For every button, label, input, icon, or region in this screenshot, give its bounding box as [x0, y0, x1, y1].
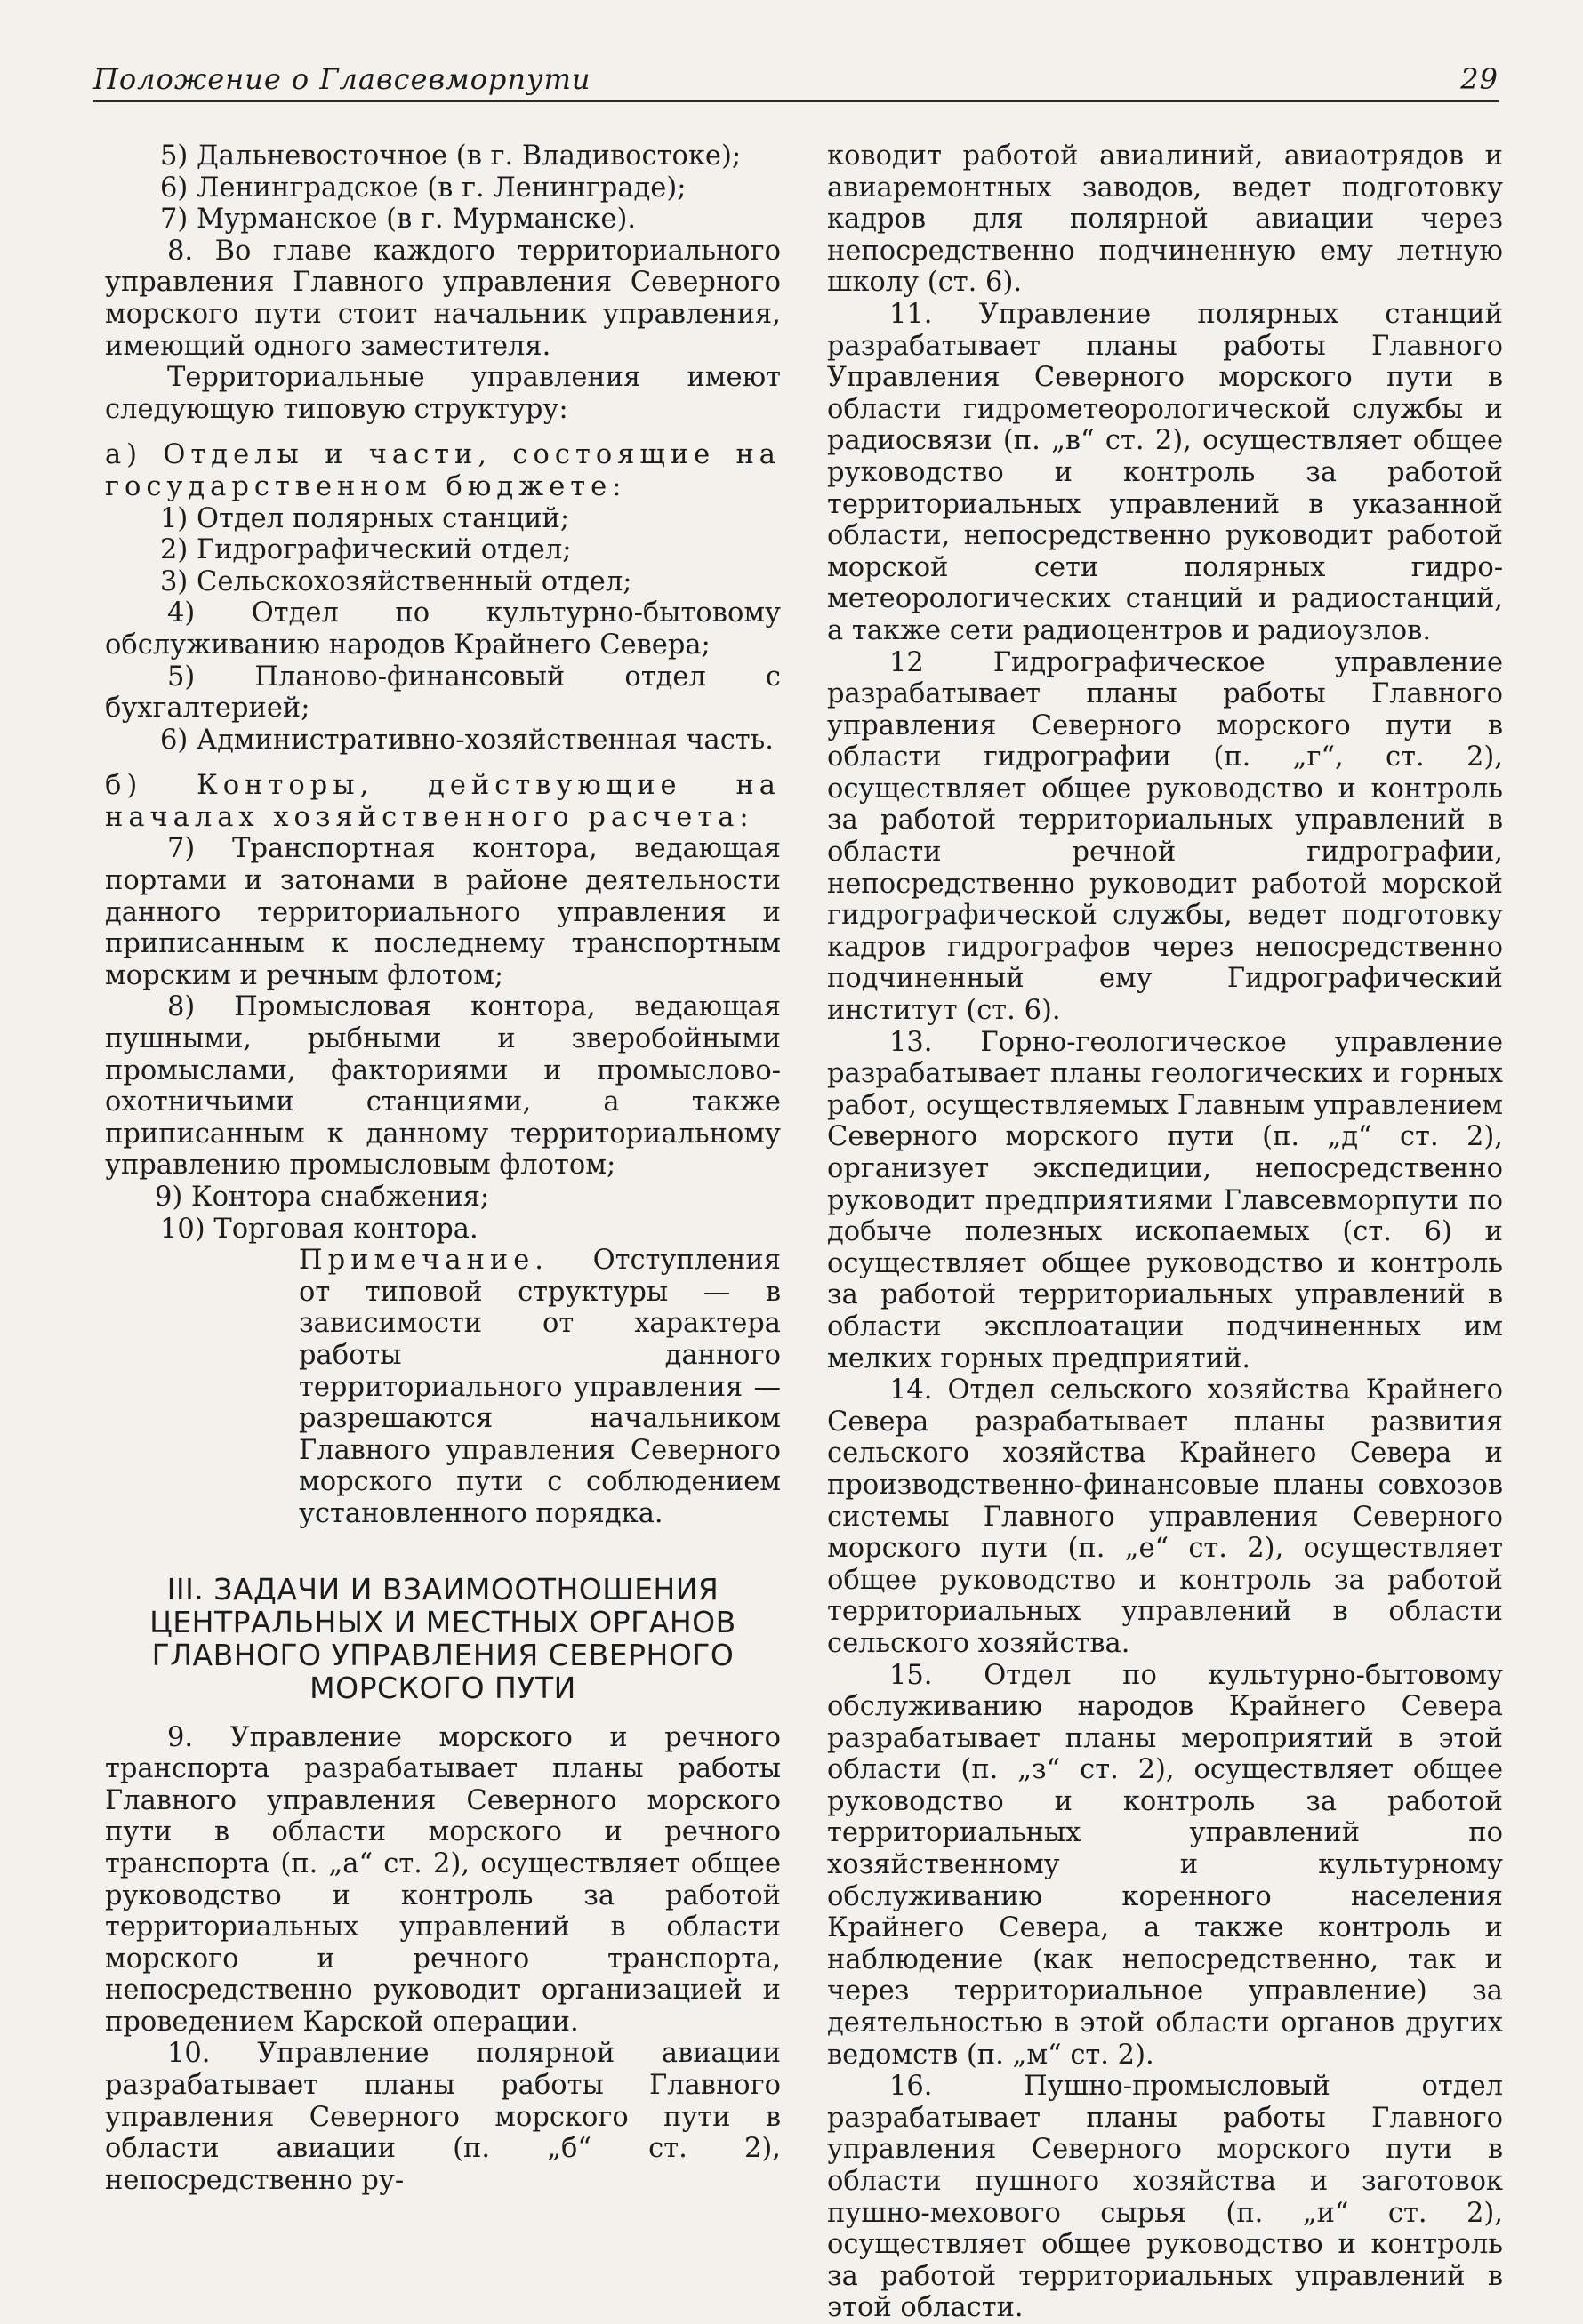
paragraph-16: 16. Пушно-промысловый отдел разрабатывает планы работы Главного управления Северного морского пути в области пушного хозяйства и заготовок пушно-мехового сырья (п. „и“ ст. 2), осуществляет общее руководство и контроль за работой территориальных управлений в этой области. [827, 2071, 1503, 2324]
paragraph-8: 8. Во главе каждого территориального управления Главного управления Северного морского пути стоит начальник управления, имеющий одного заместителя. [105, 235, 781, 362]
paragraph-12: 12 Гидрографическое управление разрабатывает планы работы Главного управления Северного морского пути в области гидрографии (п. „г“, ст. 2), осуществляет общее руководство и контроль за работой территориальных управлений в области речной гидрографии, непосредственно руководит работой морской гидрографической службы, ведет подготовку кадров гидрографов через непосредственно подчиненный ему Гидрографический институт (ст. 6). [827, 646, 1503, 1027]
list-item: 1) Отдел полярных станций; [160, 502, 570, 534]
paragraph-10-end: ководит работой авиалиний, авиаотрядов и авиаремонтных заводов, ведет подготовку кадров для полярной авиации через непосредственно подчиненную ему летную школу (ст. 6). [827, 140, 1503, 299]
paragraph-15: 15. Отдел по культурно-бытовому обслуживанию народов Крайнего Севера разрабатывает планы мероприятий в этой области (п. „з“ ст. 2), осуществляет общее руководство и контроль за работой территориальных управлений по хозяйственному и культурному обслуживанию коренного населения Крайнего Севера, а также контроль и наблюдение (как непосредственно, так и через территориальное управление) за деятельностью в этой области органов других ведомств (п. „м“ ст. 2). [827, 1659, 1503, 2071]
running-head [93, 59, 1499, 100]
left-column [105, 140, 781, 2196]
list-item: 5) Планово-финансовый отдел с бухгалтерией; [105, 661, 781, 725]
subsection-b-heading: б) Конторы, действующие на началах хозяйственного расчета: [105, 770, 781, 833]
list-item: 7) Транспортная контора, ведающая портами и затонами в районе деятельности данного территориального управления и приписанным к последнему транспортным морским и речным флотом; [105, 833, 781, 991]
paragraph-9: 9. Управление морского и речного транспорта разрабатывает планы работы Главного управления Северного морского пути в области морского и речного транспорта (п. „а“ ст. 2), осуществляет общее руководство и контроль за работой территориальных управлений в области морского и речного транспорта, непосредственно руководит организацией и проведением Карской операции. [105, 1721, 781, 2038]
paragraph-13: 13. Горно-геологическое управление разрабатывает планы геологических и горных работ, осуществляемых Главным управлением Северного морского пути (п. „д“ ст. 2), организует экспедиции, непосредственно руководит предприятиями Главсевморпути по добыче полезных ископаемых (ст. 6) и осуществляет общее руководство и контроль за работой территориальных управлений в области эксплоатации подчиненных им мелких горных предприятий. [827, 1026, 1503, 1374]
list-item: 3) Сельскохозяйственный отдел; [160, 565, 632, 597]
list-item: 4) Отдел по культурно-бытовому обслуживанию народов Крайнего Севера; [105, 597, 781, 661]
paragraph-11: 11. Управление полярных станций разрабатывает планы работы Главного Управления Северного морского пути в области гидрометеорологической службы и радиосвязи (п. „в“ ст. 2), осуществляет общее руководство и контроль за работой территориальных управлений в указанной области, непосредственно руководит работой морской сети полярных гидро-метеорологических станций и радиостанций, а также сети радиоцентров и радиоузлов. [827, 298, 1503, 646]
list-item: 5) Дальневосточное (в г. Владивостоке); [160, 140, 742, 172]
list-item: 6) Административно-хозяйственная часть. [160, 724, 774, 756]
list-item: 6) Ленинградское (в г. Ленинграде); [160, 172, 687, 204]
list-item: 10) Торговая контора. [160, 1213, 478, 1245]
list-item: 2) Гидрографический отдел; [160, 534, 572, 566]
note [299, 1245, 781, 1529]
header-rule [93, 100, 1499, 102]
list-item: 8) Промысловая контора, ведающая пушными, рыбными и зверобойными промыслами, факториями и промыслово-охотничьими станциями, а также приписанным к данному территориальному управлению промысловым флотом; [105, 991, 781, 1182]
running-head-title: Положение о Главсевморпути [93, 62, 591, 96]
list-item: 9) Контора снабжения; [155, 1182, 490, 1213]
paragraph-structure: Территориальные управления имеют следующую типовую структуру: [105, 362, 781, 425]
section-heading: III. ЗАДАЧИ И ВЗАИМООТНОШЕНИЯ ЦЕНТРАЛЬНЫХ И МЕСТНЫХ ОРГАНОВ ГЛАВНОГО УПРАВЛЕНИЯ СЕВЕРНОГО МОРСКОГО ПУТИ [149, 1571, 736, 1705]
note-label: Примечание. [299, 1245, 549, 1277]
paragraph-10-start: 10. Управление полярной авиации разрабатывает планы работы Главного управления Северного морского пути в области авиации (п. „б“ ст. 2), непосредственно ру- [105, 2038, 781, 2196]
right-column [827, 140, 1503, 2324]
page-number: 29 [1460, 62, 1499, 96]
subsection-a-heading: а) Отделы и части, состоящие на государственном бюджете: [105, 439, 781, 502]
paragraph-14: 14. Отдел сельского хозяйства Крайнего Севера разрабатывает планы развития сельского хозяйства Крайнего Севера и производственно-финансовые планы совхозов системы Главного управления Северного морского пути (п. „е“ ст. 2), осуществляет общее руководство и контроль за работой территориальных управлений в области сельского хозяйства. [827, 1374, 1503, 1659]
list-item: 7) Мурманское (в г. Мурманске). [160, 204, 637, 236]
note-text: Отступления от типовой структуры — в зависимости от характера работы данного территориального управления — разрешаются начальником Главного управления Северного морского пути с соблюдением установленного порядка. [299, 1245, 781, 1529]
